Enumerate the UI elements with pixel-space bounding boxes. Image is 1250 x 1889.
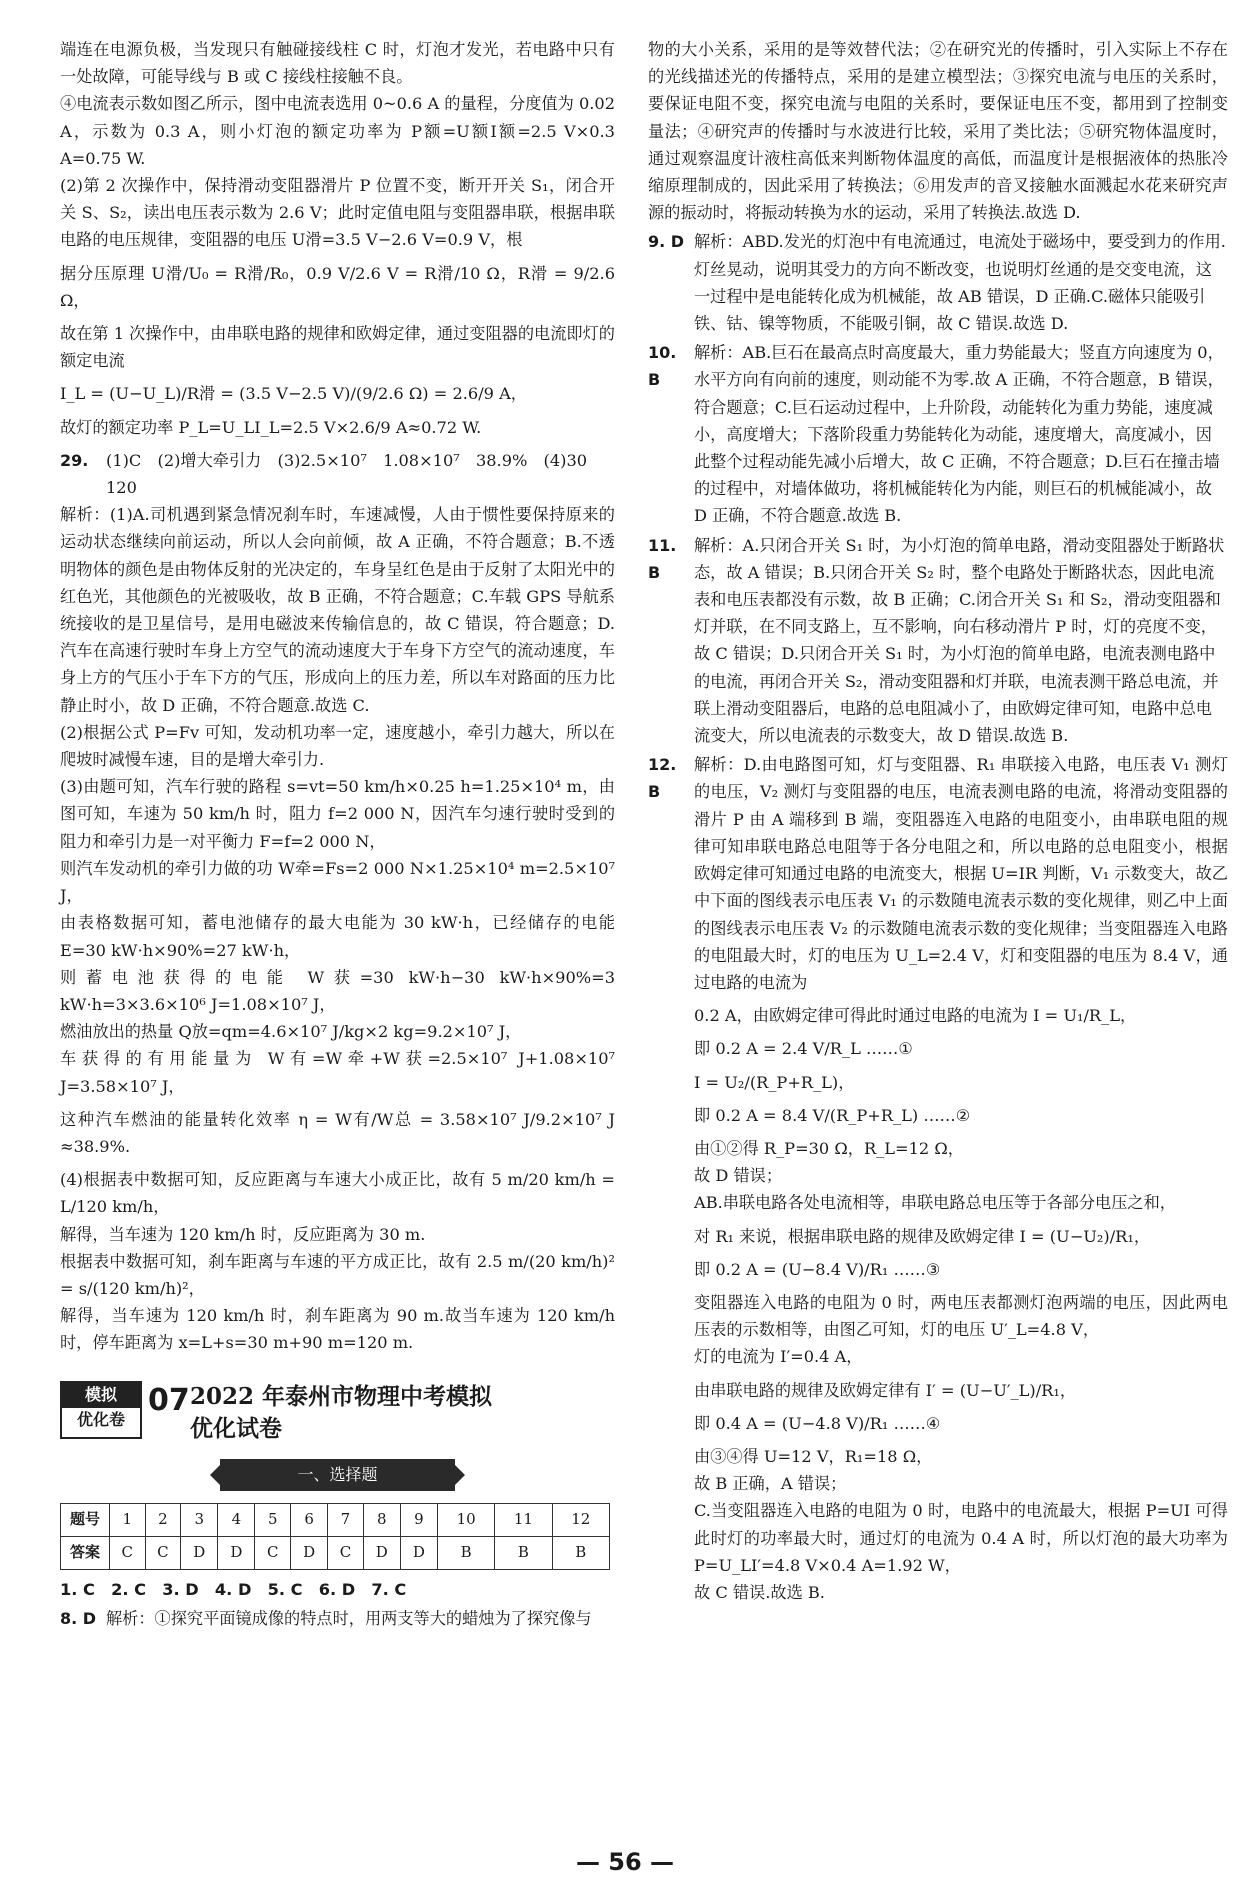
answer-table <box>60 1503 610 1570</box>
paragraph: 则汽车发动机的牵引力做的功 W牵=Fs=2 000 N×1.25×10⁴ m=2.5×10⁷ J， <box>60 858 615 906</box>
table-header: 答案 <box>61 1536 110 1569</box>
question-10 <box>648 339 1228 529</box>
formula-line: 0.2 A，由欧姆定律可得此时通过电路的电流为 I = U₁/R_L， <box>694 1006 1137 1026</box>
section-banner: 一、选择题 <box>220 1459 455 1491</box>
section-title-line1: 2022 年泰州市物理中考模拟 <box>190 1382 493 1410</box>
table-cell: 12 <box>552 1503 609 1536</box>
table-cell: 5 <box>255 1503 291 1536</box>
table-cell: 3 <box>181 1503 218 1536</box>
paragraph: (3)由题可知，汽车行驶的路程 s=vt=50 km/h×0.25 h=1.25×10⁴ m，由图可知，车速为 50 km/h 时，阻力 f=2 000 N，因汽车匀速行驶时受到的阻力和牵引力是一对平衡力 F=f=2 000 N， <box>60 777 616 851</box>
question-12 <box>648 751 1228 1606</box>
answer-line: (1)C (2)增大牵引力 (3)2.5×10⁷ 1.08×10⁷ 38.9% (4)30 120 <box>106 450 604 498</box>
question-number: 11. B <box>648 535 677 582</box>
paragraph: (4)根据表中数据可知，反应距离与车速大小成正比，故有 5 m/20 km/h = L/120 km/h， <box>60 1170 615 1217</box>
table-cell: 8 <box>363 1503 400 1536</box>
question-8 <box>60 1605 615 1632</box>
badge-bottom: 优化卷 <box>76 1409 125 1429</box>
paragraph: 解得，当车速为 120 km/h 时，反应距离为 30 m. <box>60 1224 426 1244</box>
formula-line: 即 0.4 A = (U−4.8 V)/R₁ ……④ <box>694 1413 941 1433</box>
paragraph: 端连在电源负极，当发现只有触碰接线柱 C 时，灯泡才发光，若电路中只有一处故障，可能导线与 B 或 C 接线柱接触不良。 <box>60 40 615 87</box>
page-number: — 56 — <box>575 1848 675 1876</box>
table-cell: 7 <box>328 1503 364 1536</box>
section-title <box>190 1381 492 1445</box>
formula-line: 即 0.2 A = 2.4 V/R_L ……① <box>694 1039 913 1059</box>
table-row <box>61 1503 610 1536</box>
question-number: 29. <box>60 450 89 470</box>
formula-line: 据分压原理 U滑/U₀ = R滑/R₀，0.9 V/2.6 V = R滑/10 Ω，R滑 = 9/2.6 Ω， <box>60 263 615 310</box>
formula-line: I = U₂/(R_P+R_L)， <box>694 1072 855 1092</box>
left-column <box>60 36 615 1632</box>
table-header: 题号 <box>61 1503 110 1536</box>
paragraph: AB.串联电路各处电流相等，串联电路总电压等于各部分电压之和， <box>694 1193 1176 1213</box>
formula-line: I_L = (U−U_L)/R滑 = (3.5 V−2.5 V)/(9/2.6 Ω) = 2.6/9 A， <box>60 384 527 404</box>
paragraph: 物的大小关系，采用的是等效替代法；②在研究光的传播时，引入实际上不存在的光线描述光的传播特点，采用的是建立模型法；③探究电流与电压的关系时，要保证电阻不变，探究电流与电阻的关系时，要保证电压不变，都用到了控制变量法；④研究声的传播时与水波进行比较，采用了类比法；⑤研究物体温度时，通过观察温度计液柱高低来判断物体温度的高低，而温度计是根据液体的热胀冷缩原理制成的，因此采用了转换法；⑥用发声的音叉接触水面溅起水花来研究声源的振动时，将振动转换为水的运动，采用了转换法.故选 D. <box>648 40 1228 223</box>
paragraph: 则蓄电池获得的电能 W获=30 kW·h−30 kW·h×90%=3 kW·h=3×3.6×10⁶ J=1.08×10⁷ J， <box>60 967 615 1014</box>
paragraph: 由③④得 U=12 V，R₁=18 Ω， <box>694 1446 933 1466</box>
question-body <box>694 751 1228 1606</box>
question-number: 8. D <box>60 1608 97 1628</box>
table-cell: D <box>291 1536 328 1569</box>
paragraph: 解析：AB.巨石在最高点时高度最大，重力势能最大；竖直方向速度为 0，水平方向有向前的速度，则动能不为零.故 A 正确，不符合题意，B 错误，符合题意；C.巨石运动过程中，上升阶段，动能转化为重力势能，速度减小，高度增大；下落阶段重力势能转化为动能，速度增大，高度减小，因此整个过程动能先减小后增大，故 C 正确，不符合题意；D.巨石在撞击墙的过程中，对墙体做功，将机械能转化为内能，则巨石的机械能减小，故 D 正确，不符合题意.故选 B. <box>694 343 1224 526</box>
table-cell: B <box>495 1536 552 1569</box>
question-number: 9. D <box>648 232 685 252</box>
table-cell: D <box>218 1536 255 1569</box>
short-answers: 1. C 2. C 3. D 4. D 5. C 6. D 7. C <box>60 1579 407 1599</box>
exam-badge <box>60 1381 142 1439</box>
table-cell: 10 <box>438 1503 495 1536</box>
table-cell: D <box>400 1536 437 1569</box>
formula-line: 故灯的额定功率 P_L=U_LI_L=2.5 V×2.6/9 A≈0.72 W. <box>60 417 482 437</box>
paragraph: 由表格数据可知，蓄电池储存的最大电能为 30 kW·h，已经储存的电能 E=30 kW·h×90%=27 kW·h， <box>60 913 615 960</box>
paragraph: 燃油放出的热量 Q放=qm=4.6×10⁷ J/kg×2 kg=9.2×10⁷ J， <box>60 1022 522 1042</box>
paragraph: 故在第 1 次操作中，由串联电路的规律和欧姆定律，通过变阻器的电流即灯的额定电流 <box>60 324 615 371</box>
formula-line: 这种汽车燃油的能量转化效率 η = W有/W总 = 3.58×10⁷ J/9.2×10⁷ J ≈38.9%. <box>60 1109 615 1156</box>
question-9 <box>648 228 1228 337</box>
formula-line: 由串联电路的规律及欧姆定律有 I′ = (U−U′_L)/R₁， <box>694 1380 1077 1400</box>
paragraph: 解析：ABD.发光的灯泡中有电流通过，电流处于磁场中，要受到力的作用.灯丝晃动，说明其受力的方向不断改变，也说明灯丝通的是交变电流，这一过程中是电能转化成为机械能，故 AB 错误，D 正确.C.磁体只能吸引铁、钴、镍等物质，不能吸引铜，故 C 错误.故选 D. <box>694 232 1226 334</box>
table-cell: C <box>145 1536 181 1569</box>
paragraph: C.当变阻器连入电路的电阻为 0 时，电路中的电流最大，根据 P=UI 可得此时灯的功率最大时，通过灯的电流为 0.4 A 时，所以灯泡的最大功率为 P=U_LI′=4.8 V×0.4 A=1.92 W， <box>694 1501 1228 1575</box>
paragraph: 解析：(1)A.司机遇到紧急情况刹车时，车速减慢，人由于惯性要保持原来的运动状态继续向前运动，所以人会向前倾，故 A 正确，不符合题意；B.不透明物体的颜色是由物体反射的光决定的，车身呈红色是由于反射了太阳光中的红色光，其他颜色的光被吸收，故 B 正确，不符合题意；C.车载 GPS 导航系统接收的是卫星信号，是用电磁波来传输信息的，故 C 错误，符合题意；D.汽车在高速行驶时车身上方空气的流动速度大于车身下方空气的流动速度，车身上方的气压小于车下方的气压，形成向上的压力差，所以车对路面的压力比静止时小，故 D 正确，不符合题意.故选 C. <box>60 505 615 715</box>
table-cell: C <box>255 1536 291 1569</box>
paragraph: 根据表中数据可知，刹车距离与车速的平方成正比，故有 2.5 m/(20 km/h)² = s/(120 km/h)²， <box>60 1251 615 1298</box>
question-number: 12. B <box>648 755 677 802</box>
paragraph: (2)根据公式 P=Fv 可知，发动机功率一定，速度越小，牵引力越大，所以在爬坡时减慢车速，目的是增大牵引力. <box>60 722 615 770</box>
section-title-line2: 优化试卷 <box>190 1414 282 1442</box>
table-cell: 11 <box>495 1503 552 1536</box>
table-row <box>61 1536 610 1569</box>
section-header <box>60 1381 615 1451</box>
paragraph: 解析：A.只闭合开关 S₁ 时，为小灯泡的简单电路，滑动变阻器处于断路状态，故 A 错误；B.只闭合开关 S₂ 时，整个电路处于断路状态，因此电流表和电压表都没有示数，故 B 正确；C.闭合开关 S₁ 和 S₂，滑动变阻器和灯并联，在不同支路上，互不影响，向右移动滑片 P 时，灯的亮度不变，故 C 错误；D.只闭合开关 S₁ 时，为小灯泡的简单电路，电流表测电路中的电流，再闭合开关 S₂，滑动变阻器和灯并联，电流表测干路总电流，并联上滑动变阻器后，电路的总电阻减小了，由欧姆定律可知，电路中总电流变大，所以电流表的示数变大，故 D 错误.故选 B. <box>694 535 1225 746</box>
paragraph: 解得，当车速为 120 km/h 时，刹车距离为 90 m.故当车速为 120 km/h 时，停车距离为 x=L+s=30 m+90 m=120 m. <box>60 1306 615 1353</box>
badge-number: 07 <box>148 1382 190 1418</box>
table-cell: 9 <box>400 1503 437 1536</box>
badge-top: 模拟 <box>62 1383 140 1408</box>
table-cell: 2 <box>145 1503 181 1536</box>
table-cell: D <box>363 1536 400 1569</box>
table-cell: 4 <box>218 1503 255 1536</box>
formula-line: 即 0.2 A = (U−8.4 V)/R₁ ……③ <box>694 1259 941 1279</box>
table-cell: B <box>552 1536 609 1569</box>
table-cell: 1 <box>110 1503 146 1536</box>
table-cell: C <box>110 1536 146 1569</box>
question-number: 10. B <box>648 343 677 390</box>
right-column <box>648 36 1228 1606</box>
paragraph: 变阻器连入电路的电阻为 0 时，两电压表都测灯泡两端的电压，因此两电压表的示数相等，由图乙可知，灯的电压 U′_L=4.8 V， <box>694 1292 1228 1340</box>
formula-line: 对 R₁ 来说，根据串联电路的规律及欧姆定律 I = (U−U₂)/R₁， <box>694 1226 1151 1246</box>
table-cell: B <box>438 1536 495 1569</box>
paragraph: ④电流表示数如图乙所示，图中电流表选用 0~0.6 A 的量程，分度值为 0.02 A，示数为 0.3 A，则小灯泡的额定功率为 P额=U额I额=2.5 V×0.3 A=0.75 W. <box>60 94 615 168</box>
paragraph: 车获得的有用能量为 W有=W牵+W获=2.5×10⁷ J+1.08×10⁷ J=3.58×10⁷ J， <box>60 1049 615 1096</box>
table-cell: D <box>181 1536 218 1569</box>
question-29 <box>60 447 615 501</box>
table-cell: 6 <box>291 1503 328 1536</box>
formula-line: 即 0.2 A = 8.4 V/(R_P+R_L) ……② <box>694 1105 971 1125</box>
paragraph: (2)第 2 次操作中，保持滑动变阻器滑片 P 位置不变，断开开关 S₁，闭合开关 S、S₂，读出电压表示数为 2.6 V；此时定值电阻与变阻器串联，根据串联电路的电压规律，变阻器的电压 U滑=3.5 V−2.6 V=0.9 V，根 <box>60 176 615 250</box>
paragraph: 解析：①探究平面镜成像的特点时，用两支等大的蜡烛为了探究像与 <box>106 1608 592 1628</box>
paragraph: 故 D 错误； <box>694 1166 783 1186</box>
paragraph: 解析：D.由电路图可知，灯与变阻器、R₁ 串联接入电路，电压表 V₁ 测灯的电压，V₂ 测灯与变阻器的电压，电流表测电路的电流，将滑动变阻器的滑片 P 由 A 端移到 B 端，变阻器连入电路的电阻变小，由串联电阻的规律可知串联电路总电阻等于各分电阻之和，所以电路的总电阻变小，根据欧姆定律可知通过电路的电流变大，根据 U=IR 判断，V₁ 示数变大，故乙中下面的图线表示电压表 V₁ 的示数随电流表示数的变化规律，则乙中上面的图线表示电压表 V₂ 的示数随电流表示数的变化规律；当变阻器连入电路的电阻最大时，灯的电压为 U_L=2.4 V，灯和变阻器的电压为 8.4 V，通过电路的电流为 <box>694 755 1228 992</box>
paragraph: 灯的电流为 I′=0.4 A， <box>694 1347 863 1367</box>
question-11 <box>648 532 1228 750</box>
paragraph: 故 C 错误.故选 B. <box>694 1582 825 1602</box>
paragraph: 故 B 正确，A 错误； <box>694 1474 847 1494</box>
table-cell: C <box>328 1536 364 1569</box>
paragraph: 由①②得 R_P=30 Ω，R_L=12 Ω， <box>694 1138 964 1158</box>
